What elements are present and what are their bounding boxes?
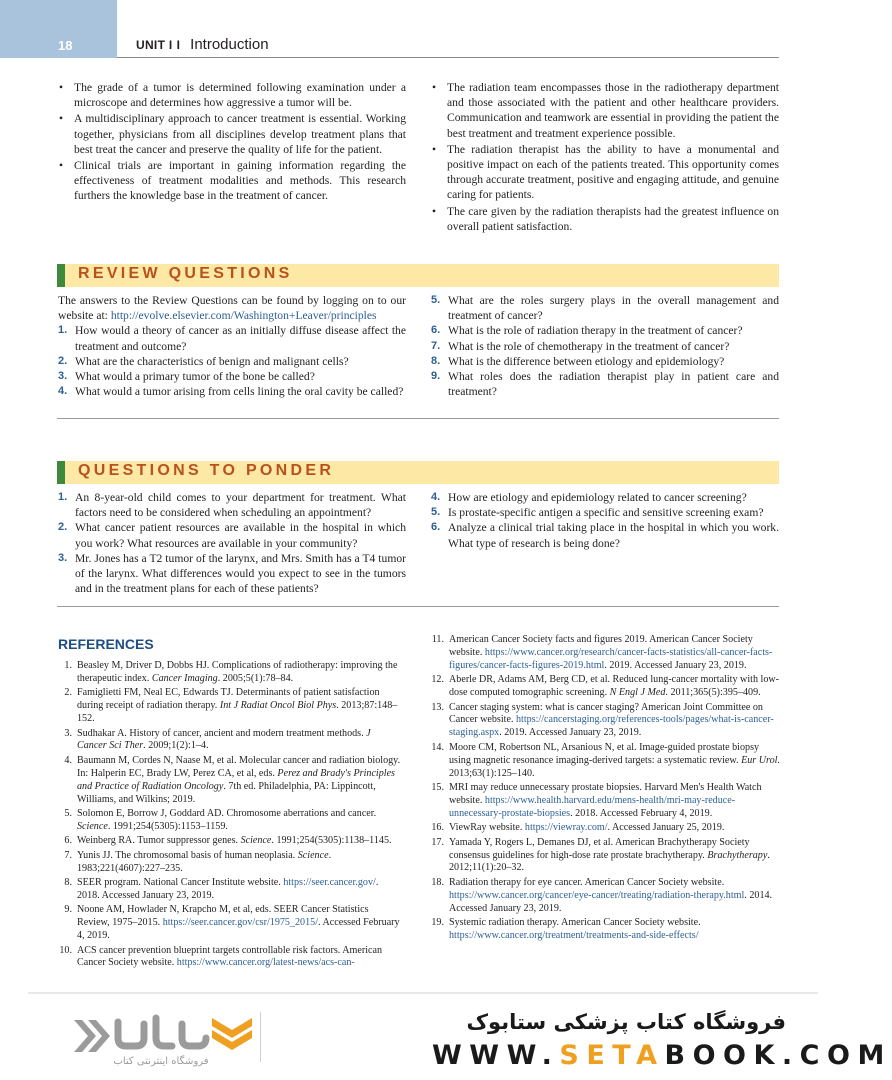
reference-text: Cancer staging system: what is cancer staging? American Joint Committee on Cancer website. — [449, 701, 763, 726]
reference-journal: N Engl J Med — [609, 687, 666, 699]
question-text: Is prostate-specific antigen a specific and sensitive screening exam? — [448, 506, 764, 520]
reference-item — [430, 917, 780, 943]
question-number: 4. — [58, 385, 68, 398]
reference-item — [58, 755, 402, 807]
reference-journal: Cancer Imaging — [151, 672, 218, 684]
question-number: 8. — [431, 354, 441, 367]
reference-citation: . 7th ed. Philadelphia, PA: Lippincott, Williams, and Wilkins; 2019. — [77, 780, 376, 805]
logo-divider — [260, 1012, 261, 1062]
review-question-list — [431, 293, 779, 399]
reference-number: 11. — [431, 634, 444, 645]
question-text: What is the role of radiation therapy in the treatment of cancer? — [448, 324, 743, 338]
reference-number: 5. — [64, 807, 72, 819]
reference-link[interactable]: https://www.health.harvard.edu/mens-health/mri-may-reduce-unnecessary-prostate-biopsies — [449, 794, 736, 819]
reference-journal: Science — [297, 849, 329, 861]
reference-text: Aberle DR, Adams AM, Berg CD, et al. Reduced lung-cancer mortality with low-dose computed tomographic screening. — [449, 674, 780, 699]
question-number: 5. — [431, 294, 441, 306]
ponder-question — [58, 520, 406, 550]
question-number: 2. — [58, 521, 68, 534]
reference-number: 6. — [64, 835, 72, 847]
reference-text: Solomon E, Borrow J, Goddard AD. Chromosome aberrations and cancer. — [77, 807, 377, 819]
reference-number: 16. — [431, 822, 444, 834]
reference-text: Weinberg RA. Tumor suppressor genes. — [77, 835, 241, 847]
question-text: An 8-year-old child comes to your department for treatment. What factors need to be considered when scheduling an appointment? — [75, 491, 406, 520]
question-number: 7. — [431, 339, 441, 352]
review-question — [431, 339, 779, 354]
reference-number: 15. — [431, 781, 444, 793]
reference-number: 9. — [64, 904, 72, 916]
reference-link[interactable]: https://www.cancer.org/latest-news/acs-can- — [176, 957, 355, 969]
question-number: 4. — [431, 491, 441, 503]
question-number: 9. — [431, 370, 441, 383]
reference-item — [430, 702, 780, 741]
question-number: 3. — [58, 370, 68, 383]
question-text: What is the role of chemotherapy in the treatment of cancer? — [448, 339, 730, 353]
references-heading: REFERENCES — [58, 636, 154, 652]
reference-access-date: . 2019. Accessed January 23, 2019. — [604, 659, 747, 671]
reference-citation: . 1991;254(5305):1153–1159. — [107, 820, 228, 832]
reference-journal: Int J Radiat Oncol Biol Phys — [219, 700, 337, 712]
reference-item — [58, 728, 402, 754]
review-intro-text: The answers to the Review Questions can be found by logging on to our website at: — [58, 294, 406, 323]
reference-item — [58, 877, 402, 903]
url-prefix: WWW. — [432, 1040, 560, 1071]
reference-number: 12. — [431, 674, 444, 686]
reference-citation: . 2013;87:148–152. — [77, 700, 398, 725]
reference-list — [58, 660, 402, 970]
unit-label: UNIT I — [136, 38, 173, 52]
reference-link[interactable]: https://www.cancer.org/treatment/treatments-and-side-effects/ — [449, 929, 699, 941]
review-intro — [58, 293, 406, 323]
question-number: 2. — [58, 354, 68, 367]
review-question — [431, 293, 779, 323]
review-question — [431, 369, 779, 399]
summary-right-column — [431, 80, 779, 235]
reference-number: 13. — [431, 701, 444, 713]
reference-citation: . 2005;5(1):78–84. — [217, 672, 294, 684]
reference-journal: Brachytherapy — [707, 849, 768, 861]
evolve-link[interactable]: http://evolve.elsevier.com/Washington+Leaver/principles — [110, 309, 377, 323]
reference-number: 7. — [64, 849, 72, 861]
reference-number: 2. — [64, 687, 72, 699]
reference-item — [58, 687, 402, 726]
ponder-question — [431, 490, 779, 505]
reference-journal: Eur Urol — [741, 754, 778, 766]
reference-journal: Science — [240, 835, 272, 847]
question-text: Mr. Jones has a T2 tumor of the larynx, and Mrs. Smith has a T4 tumor of the larynx. What differences would you expect to see in the tumors and in the treatment plans for each of these patients? — [75, 551, 406, 596]
reference-text: American Cancer Society facts and figures 2019. American Cancer Society website. — [449, 634, 753, 658]
reference-number: 14. — [431, 741, 444, 753]
question-text: What would a tumor arising from cells lining the oral cavity be called? — [75, 385, 404, 399]
reference-access-date: . 2014. Accessed January 23, 2019. — [449, 889, 773, 914]
reference-item — [430, 782, 780, 821]
ponder-question — [431, 505, 779, 520]
reference-journal: J Cancer Sci Ther — [77, 727, 371, 752]
reference-item — [430, 837, 780, 876]
reference-number: 4. — [64, 754, 72, 766]
reference-access-date: . 2018. Accessed February 4, 2019. — [570, 807, 713, 819]
reference-link[interactable]: https://cancerstaging.org/references-tools/pages/what-is-cancer-staging.aspx — [449, 714, 774, 739]
setabook-logo — [66, 1006, 256, 1068]
reference-text: Famiglietti FM, Neal EC, Edwards TJ. Determinants of patient satisfaction during receipt of radiation therapy. — [77, 687, 380, 712]
question-number: 1. — [58, 324, 68, 337]
reference-number: 1. — [64, 660, 72, 671]
running-head-separator: I — [176, 38, 180, 52]
reference-access-date: . 2019. Accessed January 23, 2019. — [499, 727, 642, 739]
reference-item — [430, 634, 780, 673]
reference-text: SEER program. National Cancer Institute website. — [77, 877, 284, 888]
review-question — [431, 354, 779, 369]
reference-journal: Perez and Brady's Principles and Practice of Radiation Oncology — [77, 767, 395, 792]
reference-item — [58, 850, 402, 876]
summary-bullet: • A multidisciplinary approach to cancer treatment is essential. Working together, physicians from all disciplines develop treatment plans that best treat the cancer and preserve the quality of life for the patient. — [58, 111, 406, 157]
running-head — [136, 36, 269, 53]
reference-item — [58, 904, 402, 943]
section-tab — [57, 461, 65, 484]
summary-bullet: • The grade of a tumor is determined following examination under a microscope and determines how aggressive a tumor will be. — [58, 80, 406, 110]
reference-text: Systemic radiation therapy. American Cancer Society website. — [449, 917, 701, 929]
question-number: 6. — [431, 324, 441, 337]
question-text: What are the roles surgery plays in the overall management and treatment of cancer? — [448, 294, 779, 323]
review-question — [58, 369, 406, 384]
ponder-question — [58, 490, 406, 520]
summary-bullet: • Clinical trials are important in gaining information regarding the effectiveness of treatment modalities and methods. This research furthers the knowledge base in the treatment of cancer. — [58, 158, 406, 204]
review-question — [58, 323, 406, 353]
reference-item — [58, 835, 402, 848]
reference-text: ViewRay website. — [449, 822, 525, 834]
summary-bullet: • The radiation therapist has the ability to have a monumental and positive impact on each of the patients treated. This opportunity comes through accurate treatment, positive and engaging attitude, and genuine caring for patients. — [431, 142, 779, 203]
logo-caption: فروشگاه اینترنتی کتاب — [113, 1056, 209, 1067]
reference-citation: . 2013;63(1):125–140. — [449, 754, 780, 779]
review-box-rule — [57, 418, 779, 419]
review-right-column — [431, 293, 779, 399]
review-left-column — [58, 293, 406, 399]
reference-citation: . 2011;365(5):395–409. — [665, 687, 761, 699]
reference-item — [430, 674, 780, 700]
question-text: How would a theory of cancer as an initially diffuse disease affect the treatment and outcome? — [75, 324, 406, 353]
review-question — [431, 323, 779, 338]
ponder-left-column — [58, 490, 406, 596]
chapter-title: Introduction — [190, 36, 269, 53]
question-text: What is the difference between etiology and epidemiology? — [448, 354, 725, 368]
reference-link[interactable]: https://www.cancer.org/research/cancer-facts-statistics/all-cancer-facts-figures/cancer-facts-figures-2019.html — [449, 646, 773, 671]
url-suffix: BOOK.COM — [664, 1040, 892, 1071]
store-name: فروشگاه کتاب پزشکی ستابوک — [466, 1010, 786, 1034]
question-text: What cancer patient resources are available in the hospital in which you work? What resources are available in your community? — [75, 521, 406, 550]
reference-text: Baumann M, Cordes N, Naase M, et al. Molecular cancer and radiation biology. In: Halperin EC, Brady LW, Perez CA, et al, eds. — [77, 754, 401, 779]
ponder-question — [431, 520, 779, 550]
ponder-box-rule — [57, 606, 779, 607]
reference-text: Yunis JJ. The chromosomal basis of human neoplasia. — [77, 849, 298, 861]
ponder-question — [58, 551, 406, 597]
reference-text: Radiation therapy for eye cancer. American Cancer Society website. — [449, 876, 725, 888]
reference-link[interactable]: https://seer.cancer.gov/csr/1975_2015/ — [162, 917, 319, 929]
reference-item — [58, 945, 402, 971]
question-text: What roles does the radiation therapist play in patient care and treatment? — [448, 370, 779, 399]
section-tab — [57, 264, 65, 287]
reference-access-date: . Accessed January 25, 2019. — [607, 822, 725, 834]
question-text: What would a primary tumor of the bone be called? — [75, 370, 315, 384]
reference-text: Yamada Y, Rogers L, Demanes DJ, et al. American Brachytherapy Society consensus guidelines for high-dose rate prostate brachytherapy. — [449, 836, 750, 861]
reference-number: 3. — [64, 727, 72, 739]
store-url[interactable] — [432, 1040, 892, 1071]
reference-citation: . 2012;11(1):20–32. — [449, 849, 770, 874]
reference-item — [58, 660, 402, 686]
reference-text: Noone AM, Howlader N, Krapcho M, et al, eds. SEER Cancer Statistics Review, 1975–2015. — [77, 904, 369, 929]
reference-link[interactable]: https://www.cancer.org/cancer/eye-cancer/treating/radiation-therapy.html — [449, 889, 745, 901]
reference-text: ACS cancer prevention blueprint targets controllable risk factors. American Cancer Society website. — [77, 944, 383, 969]
reference-item — [58, 808, 402, 834]
review-question — [58, 384, 406, 399]
reference-item — [430, 822, 780, 835]
reference-access-date: . Accessed February 4, 2019. — [77, 917, 400, 942]
question-number: 5. — [431, 506, 441, 519]
reference-text: Beasley M, Driver D, Dobbs HJ. Complications of radiotherapy: improving the therapeutic index. — [77, 660, 398, 684]
review-questions-heading: REVIEW QUESTIONS — [78, 265, 293, 282]
page-number: 18 — [58, 38, 73, 53]
question-number: 6. — [431, 521, 441, 534]
references-right-column — [430, 634, 780, 944]
reference-number: 19. — [431, 917, 444, 929]
reference-citation: . 2009;1(2):1–4. — [143, 740, 209, 752]
question-number: 1. — [58, 491, 68, 503]
reference-text: Sudhakar A. History of cancer, ancient and modern treatment methods. — [77, 727, 367, 739]
reference-access-date: . 2018. Accessed January 23, 2019. — [77, 877, 379, 901]
footer-divider — [28, 992, 818, 994]
question-text: How are etiology and epidemiology related to cancer screening? — [448, 491, 747, 504]
reference-link[interactable]: https://seer.cancer.gov/ — [283, 877, 376, 888]
reference-text: Moore CM, Robertson NL, Arsanious N, et al. Image-guided prostate biopsy using magnetic resonance imaging-derived targets: a systematic review. — [449, 741, 760, 766]
question-text: What are the characteristics of benign and malignant cells? — [75, 354, 349, 368]
questions-to-ponder-heading: QUESTIONS TO PONDER — [78, 462, 335, 479]
reference-journal: Science — [77, 820, 108, 832]
reference-citation: . 1983;221(4607):227–235. — [77, 849, 332, 874]
references-left-column — [58, 660, 402, 972]
reference-number: 8. — [64, 877, 72, 888]
review-question-list — [58, 323, 406, 399]
ponder-right-column — [431, 490, 779, 551]
reference-text: MRI may reduce unnecessary prostate biopsies. Harvard Men's Health Watch website. — [449, 781, 762, 806]
reference-item — [430, 877, 780, 916]
reference-number: 17. — [431, 836, 444, 848]
reference-link[interactable]: https://viewray.com/ — [524, 822, 608, 834]
summary-bullet-list — [58, 80, 406, 204]
header-rule — [117, 57, 779, 58]
ponder-question-list — [431, 490, 779, 551]
reference-number: 10. — [59, 944, 72, 956]
ponder-question-list — [58, 490, 406, 596]
reference-list — [430, 634, 780, 943]
review-question — [58, 354, 406, 369]
review-questions-bar — [57, 264, 779, 287]
summary-bullet: • The radiation team encompasses those in the radiotherapy department and those associated with the patient and other healthcare providers. Communication and teamwork are essential in providing the patient the best treatment and treatment experience possible. — [431, 80, 779, 141]
summary-left-column — [58, 80, 406, 205]
question-number: 3. — [58, 551, 68, 564]
reference-number: 18. — [431, 876, 444, 888]
reference-item — [430, 742, 780, 781]
summary-bullet-list — [431, 80, 779, 234]
summary-bullet: • The care given by the radiation therapists had the greatest influence on overall patient satisfaction. — [431, 204, 779, 234]
url-brand: SETA — [559, 1040, 665, 1071]
questions-to-ponder-bar — [57, 461, 779, 484]
question-text: Analyze a clinical trial taking place in the hospital in which you work. What type of research is being done? — [448, 521, 779, 550]
reference-citation: . 1991;254(5305):1138–1145. — [271, 835, 392, 847]
